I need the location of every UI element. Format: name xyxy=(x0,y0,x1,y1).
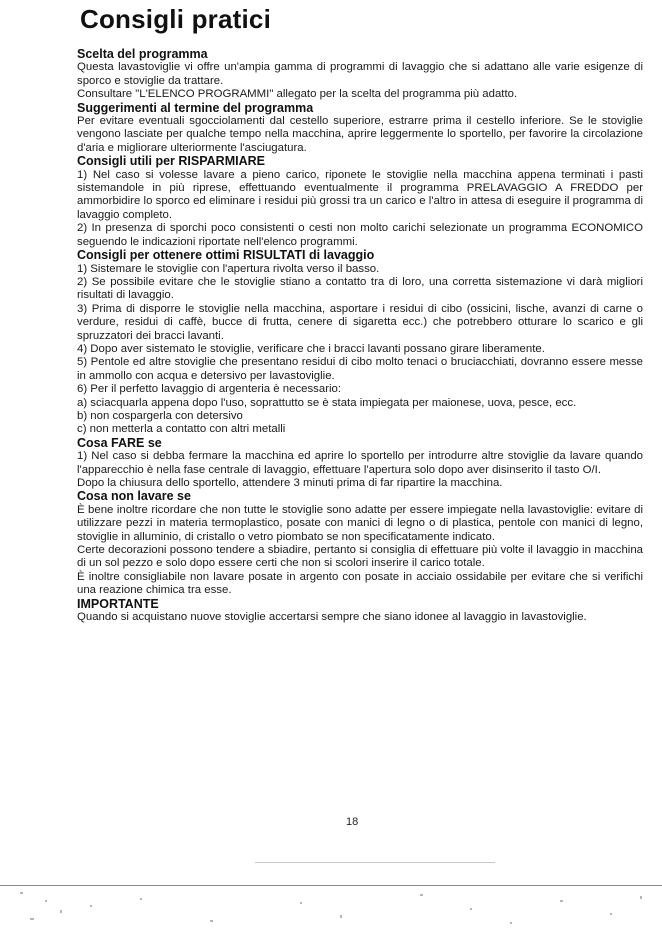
section-importante xyxy=(77,598,643,625)
paragraph: 1) Nel caso si volesse lavare a pieno carico, riponete le stoviglie nella macchina appena terminati i pasti sistemandole in più riprese, effettuando eventualmente il programma PRELAVAGGIO A FREDDO per ammorbidire lo sporco ed eliminare i residui più grossi tra un carico e l'altro in attesa di eseguire il programma di lavaggio completo. xyxy=(77,168,643,221)
section-scelta-programma xyxy=(77,48,643,102)
paragraph: Certe decorazioni possono tendere a sbiadire, pertanto si consiglia di effettuare più volte il lavaggio in macchina di un sol pezzo e solo dopo essere certi che non si scolori inserire il carico totale. xyxy=(77,544,643,570)
page-number: 18 xyxy=(346,816,359,828)
paragraph: 4) Dopo aver sistemato le stoviglie, verificare che i bracci lavanti possano girare liberamente. xyxy=(77,342,545,355)
paragraph: 6) Per il perfetto lavaggio di argenteria è necessario: xyxy=(77,383,342,396)
paragraph: È inoltre consigliabile non lavare posate in argento con posate in acciaio ossidabile per evitare che si verifichi una reazione chimica tra esse. xyxy=(77,570,643,597)
paragraph: Per evitare eventuali sgocciolamenti dal cestello superiore, estrarre prima il cestello inferiore. Se le stoviglie vengono lasciate per qualche tempo nella macchina, aprire leggermente lo sportello, per favorire la circolazione d'aria e migliorare ulteriormente l'asciugatura. xyxy=(77,115,643,154)
document-page xyxy=(77,4,643,624)
paragraph: 1) Sistemare le stoviglie con l'apertura rivolta verso il basso. xyxy=(77,262,380,275)
paragraph: Consultare "L'ELENCO PROGRAMMI" allegato per la scelta del programma più adatto. xyxy=(77,88,518,101)
paragraph: 1) Nel caso si debba fermare la macchina ed aprire lo sportello per introdurre altre stoviglie da lavare quando l'apparecchio è nella fase centrale di lavaggio, effettuare l'apertura solo dopo aver disinserito il tasto O/I. xyxy=(77,450,643,476)
section-suggerimenti xyxy=(77,102,643,156)
section-risparmiare xyxy=(77,155,643,249)
section-cosa-non-lavare xyxy=(77,490,643,597)
paragraph: Quando si acquistano nuove stoviglie accertarsi sempre che siano idonee al lavaggio in lavastoviglie. xyxy=(77,611,587,624)
paragraph: 5) Pentole ed altre stoviglie che presentano residui di cibo molto tenaci o bruciacchiati, dovranno essere messe in ammollo con acqua e detersivo per lavastoviglie. xyxy=(77,356,643,382)
section-heading: Suggerimenti al termine del programma xyxy=(77,100,314,115)
section-heading: IMPORTANTE xyxy=(77,596,159,611)
paragraph: Dopo la chiusura dello sportello, attendere 3 minuti prima di far ripartire la macchina. xyxy=(77,477,503,489)
paragraph: c) non metterla a contatto con altri metalli xyxy=(77,423,286,436)
section-risultati xyxy=(77,249,643,437)
section-heading: Consigli utili per RISPARMIARE xyxy=(77,154,265,169)
section-heading: Cosa non lavare se xyxy=(77,489,191,504)
paragraph: a) sciacquarla appena dopo l'uso, soprattutto se è stata impiegata per maionese, uova, pesce, ecc. xyxy=(77,396,577,409)
paragraph: 3) Prima di disporre le stoviglie nella macchina, asportare i residui di cibo (ossicini, lische, avanzi di carne o verdure, residui di caffè, bucce di frutta, cenere di sigaretta ecc.) che potrebbero otturare lo scarico e gli spruzzatori dei bracci lavanti. xyxy=(77,302,643,342)
paragraph: 2) Se possibile evitare che le stoviglie stiano a contatto tra di loro, una corretta sistemazione vi darà migliori risultati di lavaggio. xyxy=(77,275,643,302)
section-heading: Consigli per ottenere ottimi RISULTATI di lavaggio xyxy=(77,248,375,263)
section-cosa-fare xyxy=(77,437,643,491)
scan-noise xyxy=(0,880,662,935)
scan-artifact-line xyxy=(255,862,495,863)
paragraph: b) non cospargerla con detersivo xyxy=(77,409,243,422)
paragraph: 2) In presenza di sporchi poco consistenti o cesti non molto carichi selezionate un programma ECONOMICO seguendo le indicazioni riportate nell'elenco programmi. xyxy=(77,222,643,248)
section-heading: Scelta del programma xyxy=(77,47,208,61)
paragraph: Questa lavastoviglie vi offre un'ampia gamma di programmi di lavaggio che si adattano alle varie esigenze di sporco e stoviglie da trattare. xyxy=(77,61,643,87)
section-heading: Cosa FARE se xyxy=(77,435,162,450)
page-title: Consigli pratici xyxy=(80,4,272,34)
paragraph: È bene inoltre ricordare che non tutte le stoviglie sono adatte per essere impiegate nella lavastoviglie: evitare di utilizzare pezzi in materia termoplastico, posate con manici di legno o di plastica, pentole con manici di legno, stoviglie in alluminio, di cristallo o vetro piombato se non specificatamente indicato. xyxy=(77,503,643,543)
